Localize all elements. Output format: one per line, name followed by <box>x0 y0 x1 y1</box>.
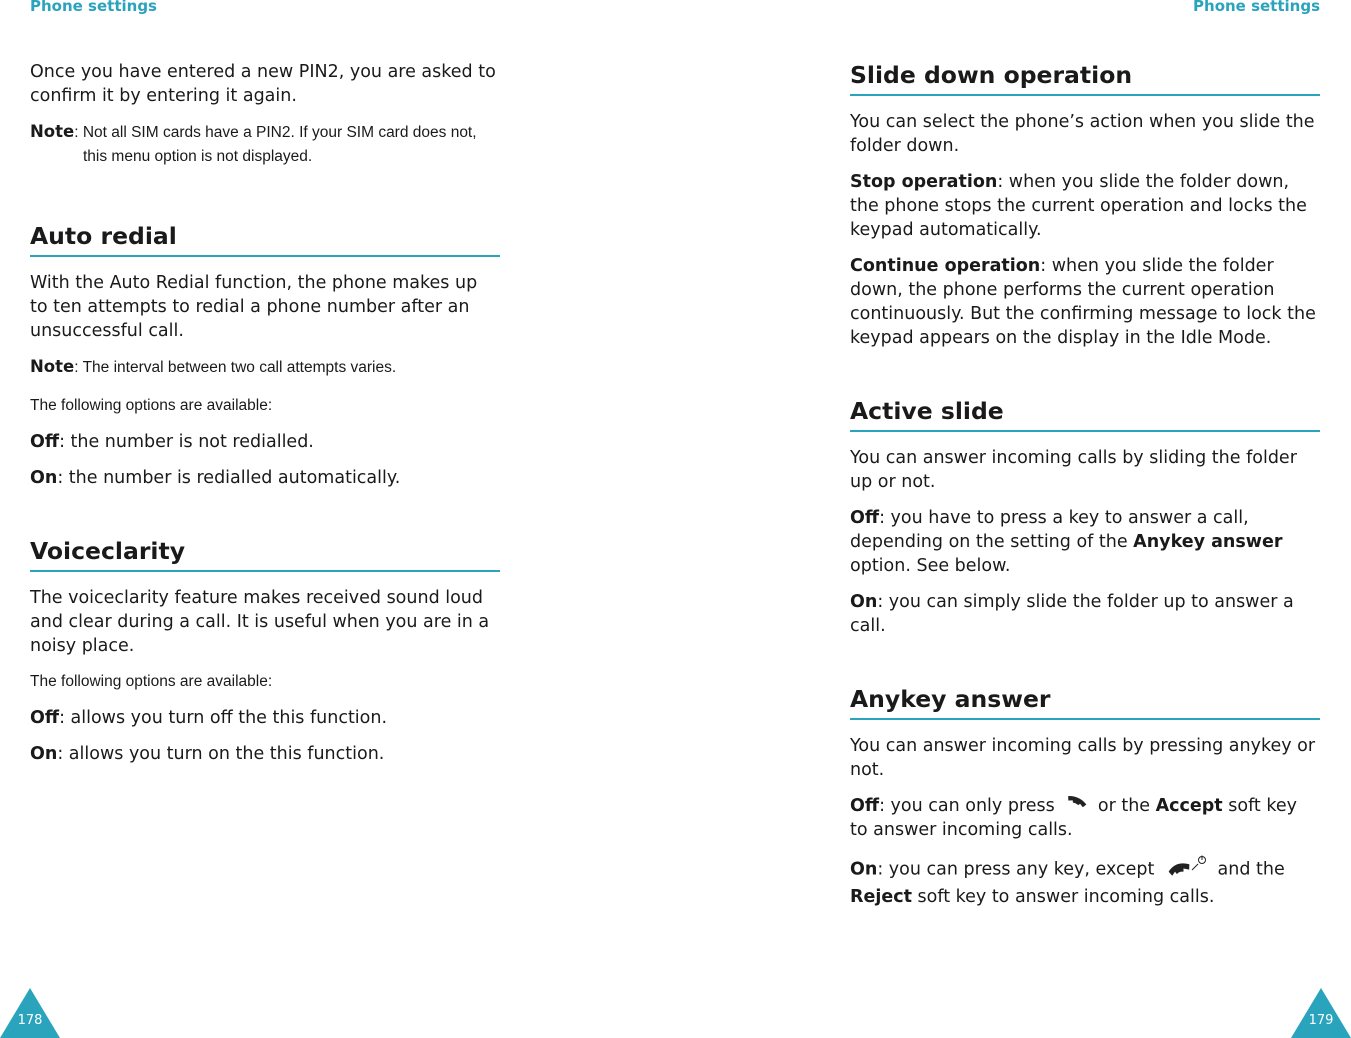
auto-redial-note <box>30 355 500 380</box>
voiceclarity-off-option <box>30 706 500 730</box>
option-label: On <box>30 468 58 488</box>
stop-operation-option <box>850 170 1320 242</box>
continue-operation-option <box>850 254 1320 350</box>
pin2-note <box>30 120 500 169</box>
slide-down-body: You can select the phone’s action when you slide the folder down. <box>850 112 1315 156</box>
option-label: Off <box>850 796 880 816</box>
auto-redial-on-option <box>30 466 500 490</box>
option-text: : you can only press <box>879 796 1061 816</box>
note-text: : The interval between two call attempts varies. <box>74 359 397 376</box>
accept-key-ref: Accept <box>1155 796 1223 816</box>
option-text: : allows you turn off the this function. <box>59 708 388 728</box>
note-label: Note <box>30 122 75 141</box>
option-label: Continue operation <box>850 256 1041 276</box>
option-text: : you can press any key, except <box>877 859 1160 880</box>
active-slide-heading: Active slide <box>850 396 1320 432</box>
auto-redial-heading: Auto redial <box>30 221 500 257</box>
option-text: : you can simply slide the folder up to answer a call. <box>850 592 1294 636</box>
option-text: : you have to press a key to answer a call, depending on the setting of the <box>850 508 1249 552</box>
anykey-answer-ref: Anykey answer <box>1133 532 1283 552</box>
page-corner-triangle <box>0 988 60 1038</box>
option-text: : allows you turn on the this function. <box>57 744 385 764</box>
option-label: Off <box>30 432 60 452</box>
page-corner-triangle <box>1291 988 1351 1038</box>
option-label: Stop operation <box>850 172 998 192</box>
auto-redial-off-option <box>30 430 500 454</box>
phone-send-icon <box>1064 794 1088 818</box>
voiceclarity-body: The voiceclarity feature makes received sound loud and clear during a call. It is useful when you are in a noisy place. <box>30 588 490 656</box>
left-column <box>30 60 500 778</box>
reject-key-ref: Reject <box>850 887 912 907</box>
active-slide-body: You can answer incoming calls by sliding the folder up or not. <box>850 448 1297 492</box>
note-label: Note <box>30 357 75 376</box>
running-head: Phone settings <box>30 0 157 15</box>
option-label: Off <box>850 508 880 528</box>
option-label: On <box>850 592 878 612</box>
anykey-on-option <box>850 854 1320 909</box>
active-slide-on-option <box>850 590 1320 638</box>
anykey-off-option <box>850 794 1320 842</box>
option-text: : the number is not redialled. <box>59 432 314 452</box>
voiceclarity-on-option <box>30 742 500 766</box>
option-text: : when you slide the folder down, the phone performs the current operation continuously. But the confirming message to lock the keypad appears on the display in the Idle Mode. <box>850 256 1316 348</box>
option-label: On <box>850 859 878 880</box>
option-text: soft key to answer incoming calls. <box>850 796 1297 840</box>
option-text: : the number is redialled automatically. <box>57 468 401 488</box>
active-slide-off-option <box>850 506 1320 578</box>
option-label: Off <box>30 708 60 728</box>
option-text: : when you slide the folder down, the phone stops the current operation and locks the keypad automatically. <box>850 172 1307 240</box>
page-number: 179 <box>1308 1013 1334 1028</box>
anykey-body: You can answer incoming calls by pressing anykey or not. <box>850 736 1316 780</box>
option-text: or the <box>1092 796 1156 816</box>
right-page <box>675 0 1351 1038</box>
option-label: On <box>30 744 58 764</box>
intro-paragraph: Once you have entered a new PIN2, you are asked to confirm it by entering it again. <box>30 62 496 106</box>
note-text: : Not all SIM cards have a PIN2. If your SIM card does not, this menu option is not displayed. <box>74 124 477 165</box>
auto-redial-body: With the Auto Redial function, the phone makes up to ten attempts to redial a phone number after an unsuccessful call. <box>30 273 478 341</box>
option-text: and the <box>1211 859 1285 880</box>
voiceclarity-options-intro: The following options are available: <box>30 673 273 690</box>
left-page <box>0 0 675 1038</box>
option-text: soft key to answer incoming calls. <box>911 887 1215 907</box>
slide-down-heading: Slide down operation <box>850 60 1320 96</box>
right-column <box>850 60 1320 921</box>
running-head: Phone settings <box>1193 0 1320 15</box>
phone-end-power-icon <box>1164 854 1208 885</box>
option-text: option. See below. <box>850 556 1011 576</box>
voiceclarity-heading: Voiceclarity <box>30 536 500 572</box>
page-number: 178 <box>17 1013 43 1028</box>
auto-redial-options-intro: The following options are available: <box>30 397 273 414</box>
anykey-heading: Anykey answer <box>850 684 1320 720</box>
